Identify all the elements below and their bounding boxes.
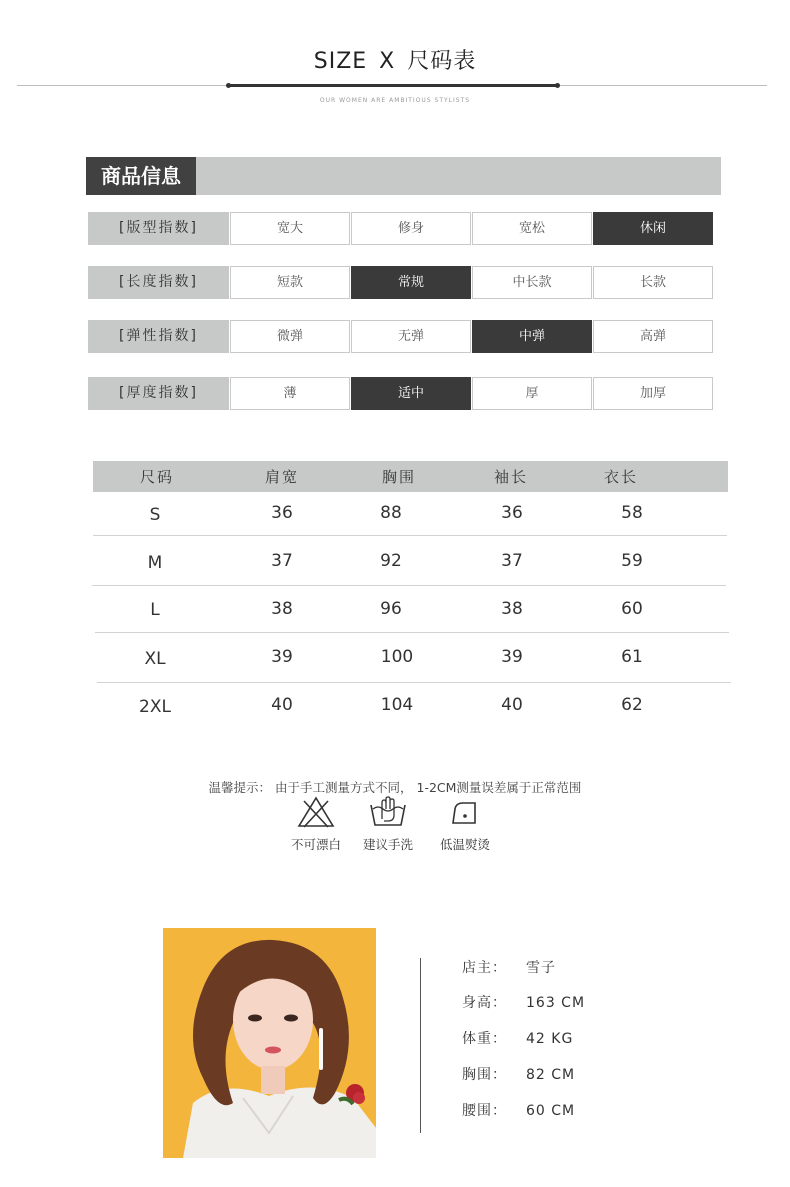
table-cell: 62 xyxy=(621,695,643,715)
table-cell: 38 xyxy=(271,599,293,619)
index-option: 高弹 xyxy=(593,320,713,353)
table-cell: 104 xyxy=(380,695,414,715)
table-cell: L xyxy=(150,600,160,620)
table-cell: 88 xyxy=(380,503,402,523)
spec-key: 腰围： xyxy=(462,1103,507,1119)
page-title xyxy=(0,44,790,75)
model-spec-row xyxy=(462,992,585,1012)
model-photo xyxy=(163,928,376,1158)
size-chart-cn: 尺码表 xyxy=(407,49,477,74)
no-bleach-icon xyxy=(296,795,336,829)
row-divider xyxy=(95,632,729,633)
spec-value: 163 CM xyxy=(526,995,586,1011)
index-option: 长款 xyxy=(593,266,713,299)
header-subtitle: OUR WOMEN ARE AMBITIOUS STYLISTS xyxy=(319,97,471,104)
index-option: 宽松 xyxy=(472,212,592,245)
column-header: 胸围 xyxy=(381,468,416,486)
fit-index-row xyxy=(88,212,720,245)
row-divider xyxy=(97,682,731,683)
index-option-selected: 常规 xyxy=(351,266,471,299)
index-label: [长度指数] xyxy=(88,266,229,299)
column-header: 袖长 xyxy=(493,468,528,486)
thickness-index-row xyxy=(88,377,720,410)
table-cell: 39 xyxy=(501,647,523,667)
index-option: 薄 xyxy=(230,377,350,410)
index-label: [版型指数] xyxy=(88,212,229,245)
table-cell: 37 xyxy=(271,551,293,571)
care-label: 不可漂白 xyxy=(290,837,341,852)
elasticity-index-row xyxy=(88,320,720,353)
table-cell: 37 xyxy=(501,551,523,571)
index-option: 厚 xyxy=(472,377,592,410)
table-cell: 92 xyxy=(380,551,402,571)
table-cell: S xyxy=(149,505,161,525)
table-cell: M xyxy=(147,553,163,573)
index-option-selected: 休闲 xyxy=(593,212,713,245)
product-info-title: 商品信息 xyxy=(86,157,196,195)
length-index-row xyxy=(88,266,720,299)
model-spec-row xyxy=(462,1028,573,1048)
spec-value: 60 CM xyxy=(526,1103,576,1119)
spec-key: 身高： xyxy=(462,995,507,1011)
spec-key: 体重： xyxy=(462,1031,507,1047)
table-cell: 36 xyxy=(271,503,293,523)
table-cell: 100 xyxy=(380,647,414,667)
index-label: [厚度指数] xyxy=(88,377,229,410)
table-cell: 60 xyxy=(621,599,643,619)
index-option: 微弹 xyxy=(230,320,350,353)
table-cell: 40 xyxy=(271,695,293,715)
index-option-selected: 中弹 xyxy=(472,320,592,353)
index-option: 无弹 xyxy=(351,320,471,353)
model-divider xyxy=(420,958,421,1133)
model-portrait xyxy=(163,928,376,1158)
spec-value: 42 KG xyxy=(526,1031,574,1047)
index-label: [弹性指数] xyxy=(88,320,229,353)
column-header: 衣长 xyxy=(603,468,638,486)
spec-key: 胸围： xyxy=(462,1067,507,1083)
divider-dot-left xyxy=(226,83,231,88)
care-item xyxy=(430,795,500,853)
measurement-note: 温馨提示： 由于手工测量方式不同， 1-2CM测量误差属于正常范围 xyxy=(208,780,582,795)
table-cell: 61 xyxy=(621,647,643,667)
table-cell: 2XL xyxy=(139,697,171,717)
index-option: 中长款 xyxy=(472,266,592,299)
divider-dot-right xyxy=(555,83,560,88)
index-option: 加厚 xyxy=(593,377,713,410)
table-cell: 40 xyxy=(501,695,523,715)
care-item xyxy=(353,795,423,853)
model-spec-row xyxy=(462,957,556,977)
model-spec-row xyxy=(462,1100,575,1120)
index-option-selected: 适中 xyxy=(351,377,471,410)
index-option: 修身 xyxy=(351,212,471,245)
low-temp-iron-icon xyxy=(445,795,485,829)
spec-value: 雪子 xyxy=(526,960,556,976)
size-word: SIZE xyxy=(313,49,368,74)
table-cell: 38 xyxy=(501,599,523,619)
table-cell: 36 xyxy=(501,503,523,523)
index-option: 宽大 xyxy=(230,212,350,245)
row-divider xyxy=(93,535,727,536)
table-cell: XL xyxy=(144,649,166,669)
table-cell: 58 xyxy=(621,503,643,523)
model-spec-row xyxy=(462,1064,575,1084)
column-header: 肩宽 xyxy=(264,468,299,486)
row-divider xyxy=(92,585,726,586)
table-cell: 39 xyxy=(271,647,293,667)
column-header: 尺码 xyxy=(139,468,174,486)
table-cell: 96 xyxy=(380,599,402,619)
title-separator: X xyxy=(379,49,396,74)
hand-wash-icon xyxy=(368,795,408,829)
table-cell: 59 xyxy=(621,551,643,571)
care-label: 建议手洗 xyxy=(362,837,413,852)
care-item xyxy=(281,795,351,853)
spec-key: 店主： xyxy=(462,960,507,976)
care-label: 低温熨烫 xyxy=(439,837,490,852)
index-option: 短款 xyxy=(230,266,350,299)
spec-value: 82 CM xyxy=(526,1067,576,1083)
header-divider-dark xyxy=(230,84,557,87)
